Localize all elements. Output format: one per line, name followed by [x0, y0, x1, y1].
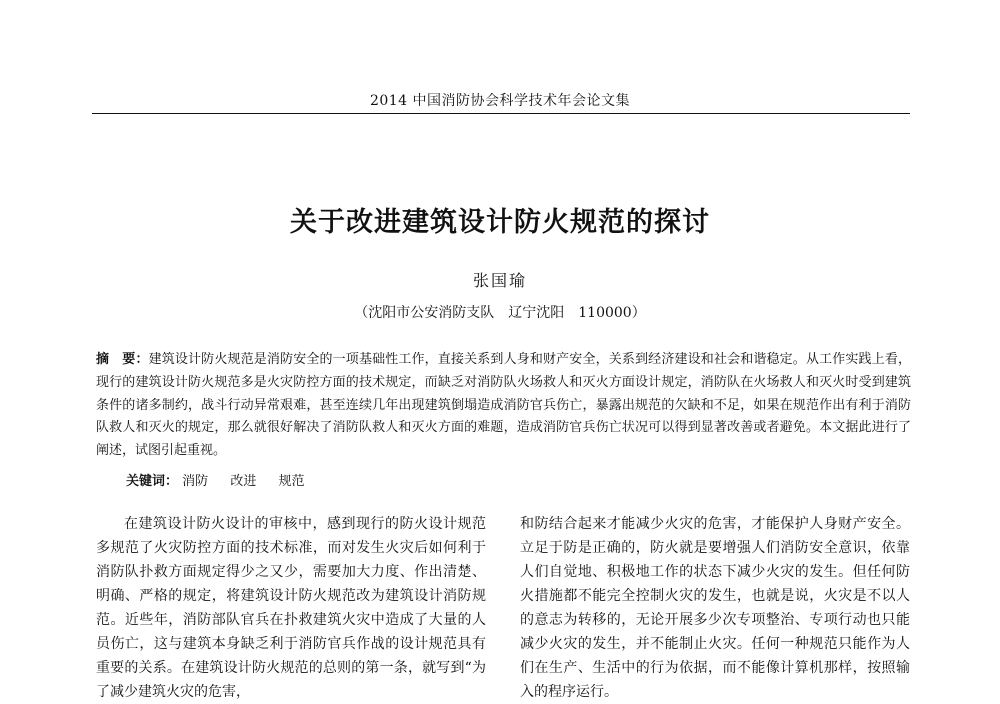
keywords — [126, 470, 322, 489]
body-paragraph: 在建筑设计防火设计的审核中，感到现行的防火设计规范多规范了火灾防控方面的技术标准，而对发生火灾后如何利于消防队扑救方面规定得少之又少，需要加大力度、作出清楚、明确、严格的规定，将建筑设计防火规范改为建筑设计消防规范。近些年，消防部队官兵在扑救建筑火灾中造成了大量的人员伤亡，这与建筑本身缺乏利于消防官兵作战的设计规范具有重要的关系。在建筑设计防火规范的总则的第一条，就写到“为了减少建筑火灾的危害， — [96, 516, 486, 700]
header-rule — [92, 113, 910, 114]
abstract-text: 建筑设计防火规范是消防安全的一项基础性工作，直接关系到人身和财产安全，关系到经济建设和社会和谐稳定。从工作实践上看，现行的建筑设计防火规范多是火灾防控方面的技术规定，而缺乏对消防队火场救人和灭火方面设计规定，消防队在火场救人和灭火时受到建筑条件的诸多制约，战斗行动异常艰难，甚至连续几年出现建筑倒塌造成消防官兵伤亡，暴露出规范的欠缺和不足，如果在规范作出有利于消防队救人和灭火的规定，那么就很好解决了消防队救人和灭火方面的难题，造成消防官兵伤亡状况可以得到显著改善或者避免。本文据此进行了阐述，试图引起重视。 — [96, 352, 911, 459]
body-right-column — [520, 512, 910, 704]
body-left-column — [96, 512, 486, 704]
article-author: 张国瑜 — [472, 271, 527, 290]
keyword-item: 改进 — [230, 474, 257, 489]
author-affiliation: （沈阳市公安消防支队 辽宁沈阳 110000） — [354, 305, 646, 321]
keywords-label: 关键词： — [126, 474, 179, 489]
body-paragraph: 和防结合起来才能减少火灾的危害，才能保护人身财产安全。立足于防是正确的，防火就是要增强人们消防安全意识，依靠人们自觉地、积极地工作的状态下减少火灾的发生。但任何防火措施都不能完全控制火灾的发生，也就是说，火灾是不以人的意志为转移的，无论开展多少次专项整治、专项行动也只能减少火灾的发生，并不能制止火灾。任何一种规范只能作为人们在生产、生活中的行为依据，而不能像计算机那样，按照输入的程序运行。 — [520, 516, 910, 700]
article-title: 关于改进建筑设计防火规范的探讨 — [290, 207, 710, 238]
abstract-label: 摘 要： — [96, 352, 149, 367]
keyword-item: 规范 — [278, 474, 305, 489]
keyword-item: 消防 — [182, 474, 209, 489]
abstract — [96, 349, 911, 463]
running-header: 2014 中国消防协会科学技术年会论文集 — [369, 93, 631, 109]
